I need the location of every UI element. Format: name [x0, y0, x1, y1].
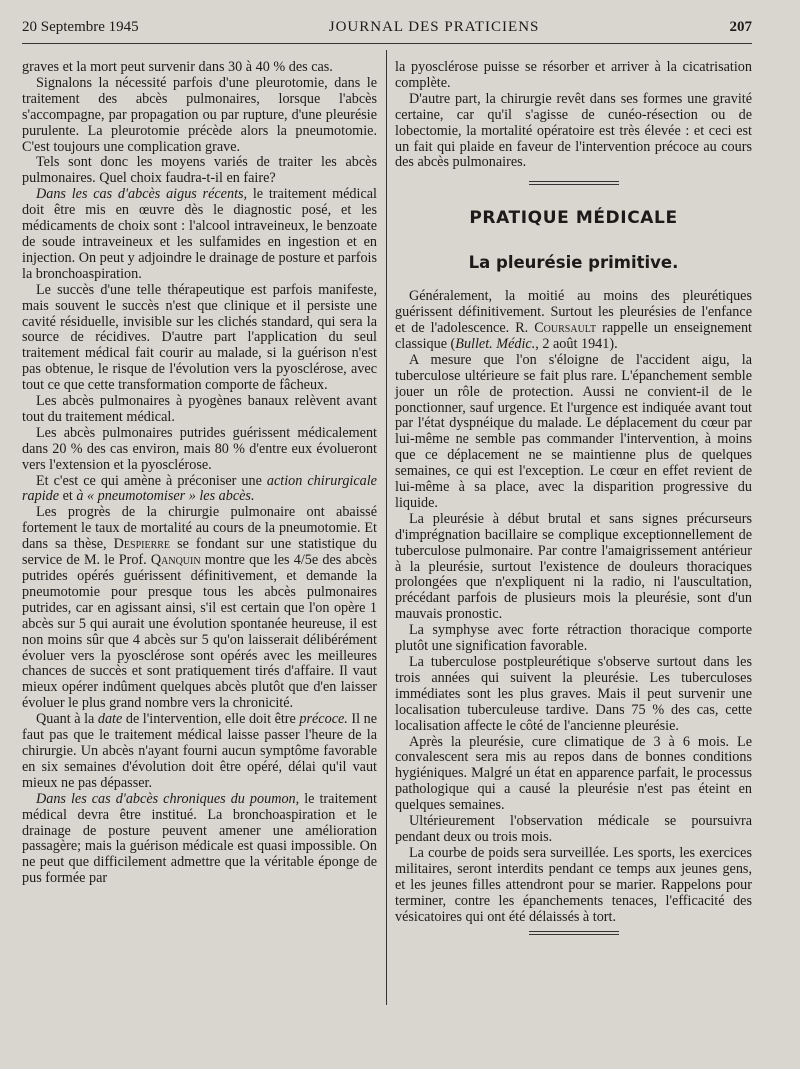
text: et	[59, 488, 77, 505]
column-divider	[386, 50, 387, 1005]
text: , 2 août 1941).	[535, 335, 618, 352]
section-title: PRATIQUE MÉDICALE	[469, 208, 678, 229]
text: Il ne faut pas que le traitement médical laisse passer l'heure de la chirurgie. Un abcès n'ayant fourni aucun symptôme favorable en six semaines d'évolution doit être opéré, délai qu'il vaut mieux ne pas dépasser.	[22, 711, 377, 791]
italic-text: à « pneumotomiser » les abcès.	[76, 488, 255, 505]
page-header	[22, 14, 752, 40]
paragraph: La pleurésie à début brutal et sans signes précurseurs d'imprégnation bacillaire se complique exceptionnellement de tuberculose pulmonaire. Par contre l'amaigrissement antérieur à la pleurésie, surtout l'existence de douleurs thoraciques prolongées que n'expliquent ni la radio, ni l'auscultation, précédant parfois de plusieurs mois la pleurésie, sont d'un mauvais pronostic.	[395, 510, 752, 623]
text: le traitement médical doit être mis en œuvre dès le diagnostic posé, et les médicaments de choix sont : l'alcool intraveineux, le benzoate de soude intraveineux et les sulfamides en ingestion et en injection. On peut y adjoindre le drainage de posture et parfois la bronchoaspiration.	[22, 186, 377, 282]
paragraph: La symphyse avec forte rétraction thoracique comporte plutôt une signification favorable.	[395, 622, 752, 655]
text: de l'intervention, elle doit être	[122, 711, 300, 728]
italic-text: action chirurgicale rapide	[22, 472, 377, 505]
text: Et c'est ce qui amène à préconiser une	[36, 472, 267, 489]
end-separator	[529, 931, 619, 935]
paragraph	[22, 187, 377, 282]
text: Généralement, la moitié au moins des pleurétiques guérissent définitivement. Surtout les pleurésies de l'enfance et de l'adolescence. R.	[395, 288, 752, 336]
left-column	[22, 60, 377, 887]
author-name: Despierre	[113, 536, 171, 553]
paragraph: La tuberculose postpleurétique s'observe surtout dans les trois années qui suivent la pleurésie. Les tuberculoses immédiates sont les plus graves. Mais il peut survenir une localisation tuberculeuse tardive. Dans 75 % des cas, cette localisation affecte le côté de l'ancienne pleurésie.	[395, 654, 752, 734]
paragraph	[22, 792, 377, 887]
paragraph: Les abcès pulmonaires putrides guérissent médicalement dans 20 % des cas environ, mais 80 % d'entre eux évolueront vers l'extension et la pyosclérose.	[22, 424, 377, 473]
paragraph: Après la pleurésie, cure climatique de 3 à 6 mois. Le convalescent sera mis au repos dans de bonnes conditions hygiéniques. Malgré un état en apparence parfait, le processus pathologique qui a causé la pleurésie n'est pas éteint en quelques semaines.	[395, 733, 752, 814]
section-separator	[529, 181, 619, 185]
issue-date: 20 Septembre 1945	[22, 18, 139, 35]
paragraph: Ultérieurement l'observation médicale se poursuivra pendant deux ou trois mois.	[395, 813, 752, 845]
paragraph: La courbe de poids sera surveillée. Les sports, les exercices militaires, seront interdits pendant ce temps aux jeunes gens, et les jeunes filles attendront pour se marier. Rappelons pour terminer, contre les épanchements tenaces, l'efficacité des vésicatoires qui ont été délaissés à tort.	[395, 844, 752, 925]
text: se fondant sur une statistique du service de M. le Prof.	[22, 536, 377, 569]
italic-text: Dans les cas d'abcès aigus récents,	[36, 186, 248, 203]
page-number: 207	[729, 18, 752, 35]
italic-text: Dans les cas d'abcès chroniques du poumon,	[36, 790, 300, 807]
article-title: La pleurésie primitive.	[468, 253, 679, 273]
italic-text: Bullet. Médic.	[455, 335, 536, 352]
paragraph: Tels sont donc les moyens variés de traiter les abcès pulmonaires. Quel choix faudra-t-il en faire?	[22, 154, 377, 187]
header-rule	[22, 43, 752, 44]
paragraph	[22, 505, 377, 712]
author-name: Coursault	[534, 319, 597, 336]
paragraph: Signalons la nécessité parfois d'une pleurotomie, dans le traitement des abcès pulmonaires, lorsque l'abcès s'accompagne, par propagation ou par rupture, d'une pleurésie purulente. La pleurotomie précède alors la pneumotomie. C'est toujours une complication grave.	[22, 74, 377, 155]
paragraph: A mesure que l'on s'éloigne de l'accident aigu, la tuberculose ultérieure se fait plus rare. L'épanchement semble jouer un rôle de protection. Aussi ne convient-il de le ponctionner, sauf urgence. Et l'urgence est indiquée avant tout par l'état dyspnéique du malade. Le déplacement du cœur par lui-même ne semble pas commander l'intervention, à moins que ce déplacement ne se maintienne plus de quelques semaines, ce qui est l'exception. Le cœur en effet revient de lui-même à sa place, avec la disparition progressive du liquide.	[395, 351, 752, 511]
text: le traitement médical devra être institué. La bronchoaspiration et le drainage de posture peuvent amener une amélioration passagère; mais la guérison médicale est quasi impossible. On ne peut que difficilement admettre que la véritable éponge de pus formée par	[22, 790, 377, 887]
text: montre que les 4/5e des abcès putrides opérés guérissent définitivement, et demande la pneumotomie pour presque tous les abcès pulmonaires putrides, car en agissant ainsi, s'il est certain que l'on opère 1 abcès sur 5 qui aurait une évolution spontanée heureuse, il est non moins sûr que 4 abcès sur 5 qu'on laisserait délibérément évoluer vers la pyosclérose sont opérés avec les meilleures chances de succès et sont pratiquement tirés d'affaire. Il vaut mieux opérer indûment quelques abcès plutôt que d'en laisser évoluer le plus grand nombre vers la chronicité.	[22, 552, 377, 712]
author-name: Qanquin	[150, 552, 201, 569]
italic-text: date	[97, 711, 123, 728]
text: rappelle un enseignement classique (	[395, 319, 752, 352]
paragraph: D'autre part, la chirurgie revêt dans ses formes une gravité certaine, car qu'il s'agisse de cunéo-résection ou de lobectomie, la mortalité opératoire est très élevée : et ceci est un fait qui plaide en faveur de l'intervention précoce au cours des abcès pulmonaires.	[395, 90, 752, 171]
right-column	[395, 60, 752, 935]
paragraph	[22, 474, 377, 506]
paragraph: la pyosclérose puisse se résorber et arriver à la cicatrisation complète.	[395, 59, 752, 91]
text: Les progrès de la chirurgie pulmonaire ont abaissé fortement le taux de mortalité au cours de la pneumotomie. Et dans sa thèse,	[22, 504, 377, 553]
paragraph	[395, 289, 752, 353]
paragraph: graves et la mort peut survenir dans 30 à 40 % des cas.	[22, 59, 333, 75]
text: Quant à la	[36, 711, 98, 728]
italic-text: précoce.	[299, 711, 348, 728]
paragraph: Les abcès pulmonaires à pyogènes banaux relèvent avant tout du traitement médical.	[22, 393, 377, 425]
paragraph: Le succès d'une telle thérapeutique est parfois manifeste, mais souvent le succès n'est que clinique et il persiste une cavité résiduelle, invisible sur les clichés standard, qui sera la source de récidives. D'autre part l'application du seul traitement médical fait courir au malade, si la guérison n'est pas obtenue, le risque de l'évolution vers la pyosclérose, avec tout ce que cette transformation comporte de fâcheux.	[22, 281, 377, 394]
journal-title: JOURNAL DES PRATICIENS	[328, 18, 540, 35]
paragraph	[22, 712, 377, 792]
